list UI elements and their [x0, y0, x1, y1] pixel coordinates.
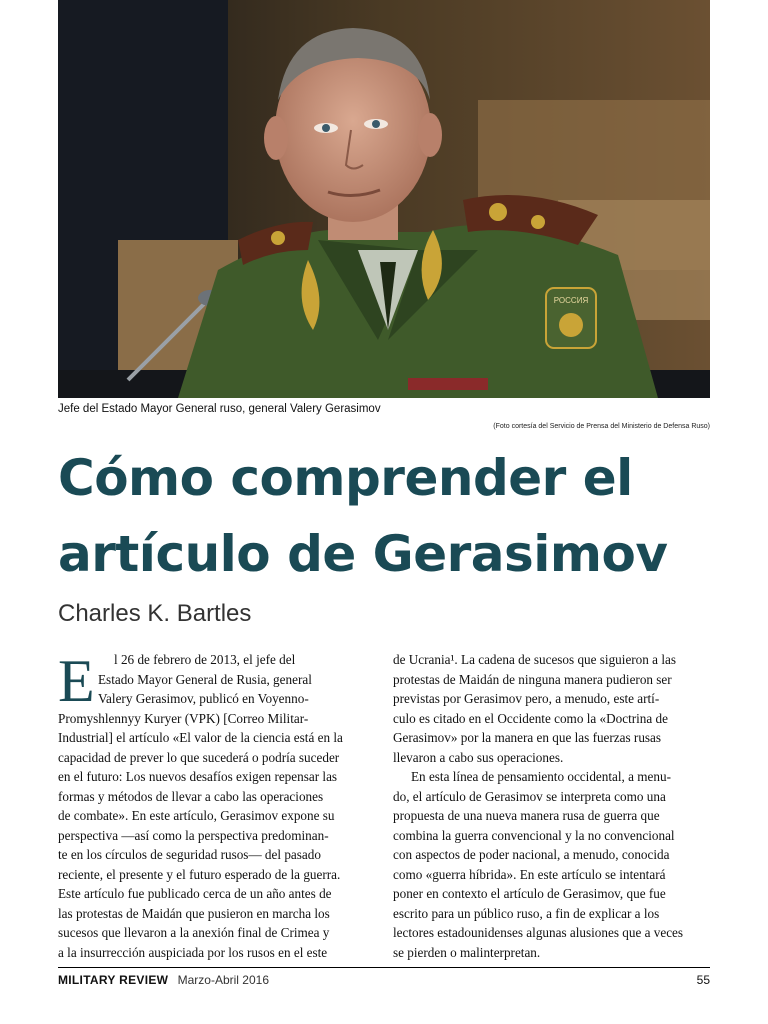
body-line: Industrial] el artículo «El valor de la ciencia está en la — [58, 730, 343, 745]
title-line-1: Cómo comprender el — [58, 449, 633, 507]
body-line — [58, 689, 370, 709]
body-line: previstas por Gerasimov pero, a menudo, este artí- — [393, 691, 660, 706]
body-line: poner en contexto el artículo de Gerasimov, que fue — [393, 886, 666, 901]
body-line: de Ucrania¹. La cadena de sucesos que siguieron a las — [393, 652, 676, 667]
photo-credit: (Foto cortesía del Servicio de Prensa del Ministerio de Defensa Ruso) — [493, 423, 710, 430]
body-line: Este artículo fue publicado cerca de un año antes de — [58, 886, 332, 901]
body-line: llevaron a cabo sus operaciones. — [393, 749, 564, 765]
body-line: combina la guerra convencional y la no convencional — [393, 827, 675, 843]
drop-cap: E — [58, 648, 95, 714]
body-line: te en los círculos de seguridad rusos— del pasado — [58, 847, 321, 862]
body-line: reciente, el presente y el futuro esperado de la guerra. — [58, 866, 341, 882]
body-line: con aspectos de poder nacional, a menudo, conocida — [393, 847, 670, 862]
portrait-illustration — [58, 0, 710, 398]
body-text: Valery Gerasimov, publicó en Voyenno- — [98, 691, 309, 706]
journal-name: MILITARY REVIEW — [58, 973, 169, 987]
body-line: Promyshlennyy Kuryer (VPK) [Correo Militar- — [58, 710, 309, 726]
body-line: do, el artículo de Gerasimov se interpreta como una — [393, 788, 666, 804]
article-title — [58, 440, 738, 592]
body-line: a la insurrección auspiciada por los rusos en el este — [58, 944, 328, 960]
footer-rule — [58, 967, 710, 968]
body-line: En esta línea de pensamiento occidental, a menu- — [411, 769, 671, 784]
page-footer — [58, 973, 710, 987]
body-line: perspectiva —así como la perspectiva predominan- — [58, 827, 329, 843]
page-number: 55 — [696, 973, 710, 987]
body-line: Estado Mayor General de Rusia, general — [98, 671, 312, 687]
title-line-2: artículo de Gerasimov — [58, 525, 668, 583]
body-line: en el futuro: Los nuevos desafíos exigen repensar las — [58, 769, 338, 784]
portrait-photo — [58, 0, 710, 398]
patch-label: РОССИЯ — [553, 296, 589, 305]
body-line: formas y métodos de llevar a cabo las operaciones — [58, 788, 324, 804]
body-line: escrito para un público ruso, a fin de explicar a los — [393, 905, 660, 921]
body-line: propuesta de una nueva manera rusa de guerra que — [393, 808, 660, 823]
body-line: l 26 de febrero de 2013, el jefe del — [114, 652, 296, 667]
body-line: se pierden o malinterpretan. — [393, 944, 541, 960]
body-line: lectores estadounidenses algunas alusiones que a veces — [393, 925, 684, 940]
body-line: sucesos que llevaron a la anexión final de Crimea y — [58, 925, 330, 940]
body-line: las protestas de Maidán que pusieron en marcha los — [58, 905, 330, 921]
body-line: culo es citado en el Occidente como la «Doctrina de — [393, 710, 668, 726]
body-line: capacidad de prever lo que sucederá o podría suceder — [58, 749, 340, 765]
body-line: como «guerra híbrida». En este artículo se intentará — [393, 866, 666, 882]
body-line: Gerasimov» por la manera en que las fuerzas rusas — [393, 730, 662, 745]
left-column — [58, 650, 370, 962]
right-column — [393, 650, 711, 962]
author-name: Charles K. Bartles — [58, 600, 252, 627]
body-line: de combate». En este artículo, Gerasimov expone su — [58, 808, 335, 823]
photo-caption: Jefe del Estado Mayor General ruso, general Valery Gerasimov — [58, 403, 381, 415]
issue-date: Marzo-Abril 2016 — [177, 973, 269, 987]
body-line: protestas de Maidán de ninguna manera pudieron ser — [393, 671, 672, 687]
